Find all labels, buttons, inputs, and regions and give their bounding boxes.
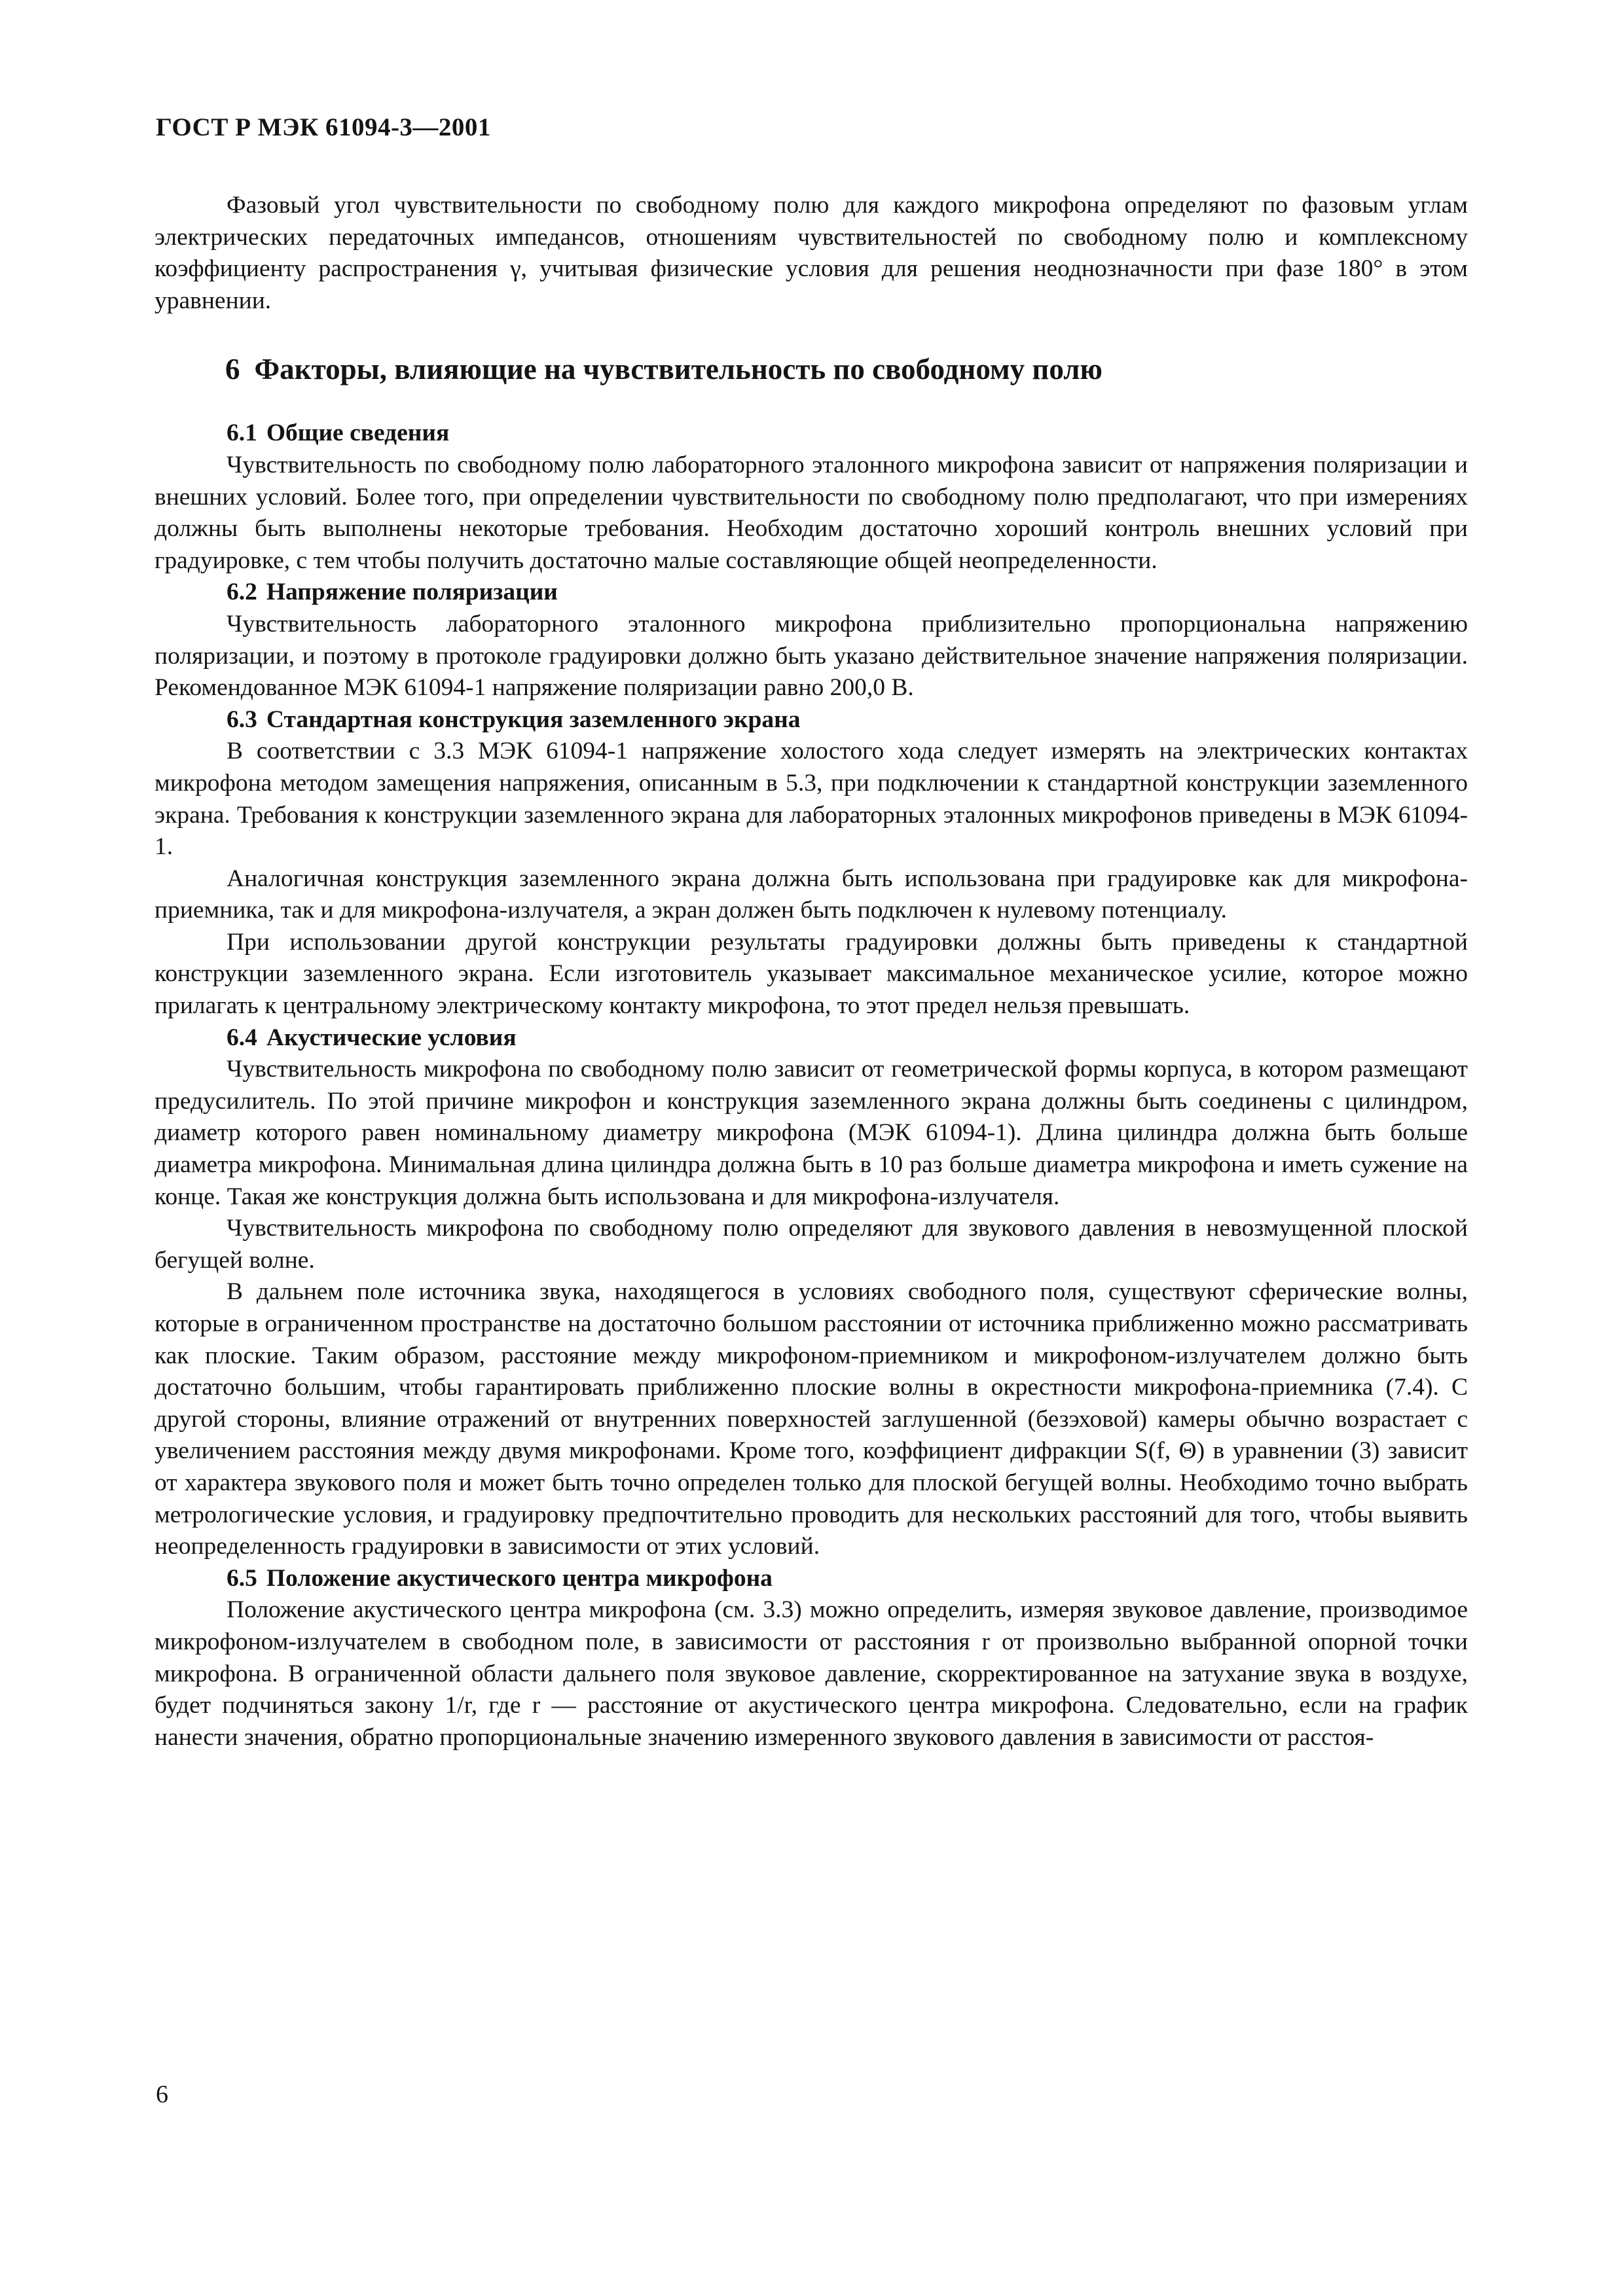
subsection-number: 6.2 xyxy=(227,579,257,606)
document-body xyxy=(155,190,1468,1753)
paragraph: Чувствительность микрофона по свободному полю зависит от геометрической формы корпуса, в котором размещают предусилитель. По этой причине микрофон и конструкция заземленного экрана должны быть соединены с цилиндром, диаметр которого равен номинальному диаметру микрофона (МЭК 61094-1). Длина цилиндра должна быть больше диаметра микрофона. Минимальная длина цилиндра должна быть в 10 раз больше диаметра микрофона и иметь сужение на конце. Такая же конструкция должна быть использована и для микрофона-излучателя. xyxy=(155,1056,1468,1210)
subsection-title: Напряжение поляризации xyxy=(266,579,558,606)
subsection-heading-6-1 xyxy=(155,418,1468,450)
subsection-heading-6-4 xyxy=(155,1022,1468,1054)
subsection-title: Акустические условия xyxy=(266,1024,517,1051)
subsection-number: 6.1 xyxy=(227,420,257,447)
subsection-title: Общие сведения xyxy=(266,420,450,447)
subsection-heading-6-5 xyxy=(155,1563,1468,1595)
paragraph: В соответствии с 3.3 МЭК 61094-1 напряжение холостого хода следует измерять на электрических контактах микрофона методом замещения напряжения, описанным в 5.3, при подключении к стандартной конструкции заземленного экрана. Требования к конструкции заземленного экрана для лабораторных эталонных микрофонов приведены в МЭК 61094-1. xyxy=(155,738,1468,861)
paragraph: Чувствительность лабораторного эталонного микрофона приблизительно пропорциональна напряжению поляризации, и поэтому в протоколе градуировки должно быть указано действительное значение напряжения поляризации. Рекомендованное МЭК 61094-1 напряжение поляризации равно 200,0 В. xyxy=(155,610,1468,702)
section-number: 6 xyxy=(225,353,240,386)
subsection-number: 6.3 xyxy=(227,706,257,733)
paragraph: При использовании другой конструкции результаты градуировки должны быть приведены к стандартной конструкции заземленного экрана. Если изготовитель указывает максимальное механическое усилие, которое можно прилагать к центральному электрическому контакту микрофона, то этот предел нельзя превышать. xyxy=(155,928,1468,1020)
subsection-number: 6.4 xyxy=(227,1024,257,1051)
section-title: Факторы, влияющие на чувствительность по свободному полю xyxy=(254,353,1103,386)
standard-code-header: ГОСТ Р МЭК 61094-3—2001 xyxy=(156,113,491,141)
subsection-heading-6-2 xyxy=(155,577,1468,609)
subsection-title: Положение акустического центра микрофона xyxy=(266,1564,773,1592)
paragraph: Аналогичная конструкция заземленного экрана должна быть использована при градуировке как для микрофона-приемника, так и для микрофона-излучателя, а экран должен быть подключен к нулевому потенциалу. xyxy=(155,865,1468,924)
subsection-number: 6.5 xyxy=(227,1564,257,1592)
paragraph: Чувствительность микрофона по свободному полю определяют для звукового давления в невозмущенной плоской бегущей волне. xyxy=(155,1215,1468,1274)
page-number: 6 xyxy=(156,2081,168,2108)
section-heading xyxy=(155,351,1468,387)
paragraph: Чувствительность по свободному полю лабораторного эталонного микрофона зависит от напряжения поляризации и внешних условий. Более того, при определении чувствительности по свободному полю предполагают, что при измерениях должны быть выполнены некоторые требования. Необходим достаточно хороший контроль внешних условий при градуировке, с тем чтобы получить достаточно малые составляющие общей неопределенности. xyxy=(155,451,1468,574)
paragraph: Положение акустического центра микрофона (см. 3.3) можно определить, измеряя звуковое давление, производимое микрофоном-излучателем в свободном поле, в зависимости от расстояния r от произвольно выбранной опорной точки микрофона. В ограниченной области дальнего поля звуковое давление, скорректированное на затухание звука в воздухе, будет подчиняться закону 1/r, где r — расстояние от акустического центра микрофона. Следовательно, если на график нанести значения, обратно пропорциональные значению измеренного звукового давления в зависимости от расстоя- xyxy=(155,1596,1468,1751)
paragraph: В дальнем поле источника звука, находящегося в условиях свободного поля, существуют сферические волны, которые в ограниченном пространстве на достаточно большом расстоянии от источника приближенно можно рассматривать как плоские. Таким образом, расстояние между микрофоном-приемником и микрофоном-излучателем должно быть достаточно большим, чтобы гарантировать приближенно плоские волны в окрестности микрофона-приемника (7.4). С другой стороны, влияние отражений от внутренних поверхностей заглушенной (безэховой) камеры обычно возрастает с увеличением расстояния между двумя микрофонами. Кроме того, коэффициент дифракции S(f, Θ) в уравнении (3) зависит от характера звукового поля и может быть точно определен только для плоской бегущей волны. Необходимо точно выбрать метрологические условия, и градуировку предпочтительно проводить для нескольких расстояний для того, чтобы выявить неопределенность градуировки в зависимости от этих условий. xyxy=(155,1278,1468,1560)
subsection-heading-6-3 xyxy=(155,704,1468,736)
subsection-title: Стандартная конструкция заземленного экрана xyxy=(266,706,801,733)
intro-paragraph: Фазовый угол чувствительности по свободному полю для каждого микрофона определяют по фазовым углам электрических передаточных импедансов, отношениям чувствительностей по свободному полю и комплексному коэффициенту распространения γ, учитывая физические условия для решения неоднозначности при фазе 180° в этом уравнении. xyxy=(155,192,1468,314)
